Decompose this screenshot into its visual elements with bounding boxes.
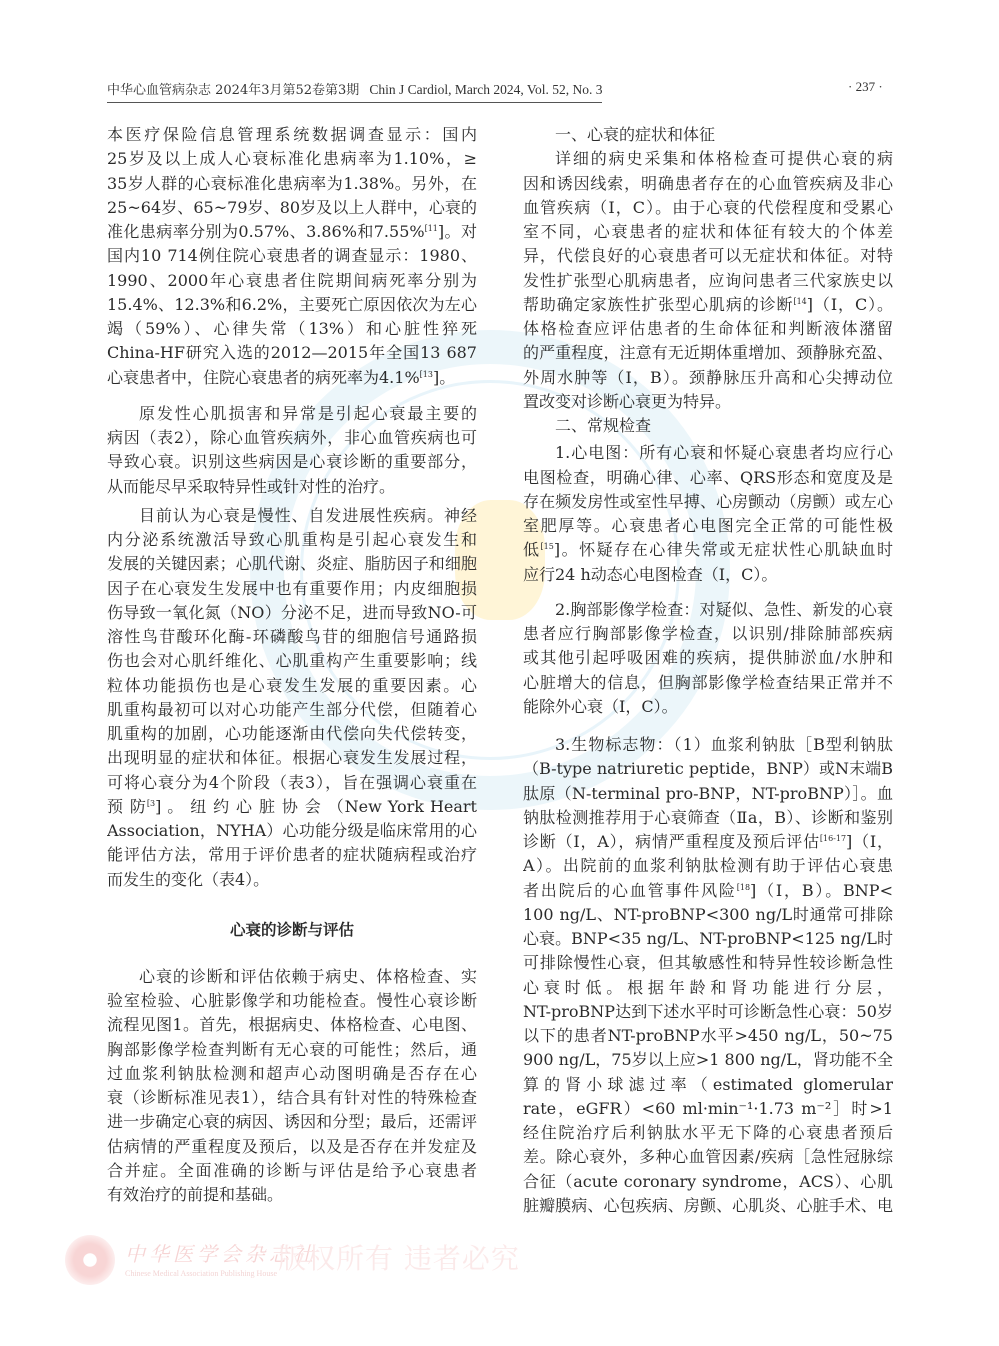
- text-line: 过血浆利钠肽检测和超声心动图明确是否存在心: [107, 1063, 477, 1083]
- journal-title-en: Chin J Cardiol, March 2024, Vol. 52, No. 3: [369, 82, 603, 97]
- citation-ref: [18: [736, 882, 751, 892]
- text-line: 35岁人群的心衰标准化患病率为1.38%。另外，在: [107, 173, 477, 193]
- text-line: 国内10 714例住院心衰患者的调查显示：1980、: [107, 246, 477, 266]
- text-line: 能除外心衰（Ⅰ，C）。: [523, 696, 678, 716]
- text-line: 发展的关键因素；心肌代谢、炎症、脂肪因子和细胞: [107, 554, 477, 574]
- citation-ref: [3: [146, 798, 156, 808]
- text-line: 合并症。全面准确的诊断与评估是给予心衰患者: [107, 1160, 477, 1180]
- para-symptoms: [523, 147, 893, 414]
- text-line: 可排除慢性心衰，但其敏感性和特异性较诊断急性: [523, 953, 893, 973]
- text-line: 心脏增大的信息，但胸部影像学检查结果正常并不: [523, 672, 893, 692]
- text-line: 3.生物标志物：（1）血浆利钠肽［B型利钠肽: [555, 735, 893, 754]
- text-line: 发性扩张型心肌病患者，应询问患者三代家族史以: [523, 270, 893, 290]
- text-line: 2.胸部影像学检查：对疑似、急性、新发的心衰: [555, 599, 893, 619]
- subhead-routine-tests: [523, 414, 893, 438]
- text-line: 室肥厚等。心衰患者心电图完全正常的可能性极: [523, 516, 893, 535]
- running-header: [107, 79, 602, 103]
- text-line: 病因（表2），除心血管疾病外，非心血管疾病也可: [107, 428, 477, 447]
- text-line: 估病情的严重程度及预后，以及是否存在并发症及: [107, 1136, 477, 1156]
- text-line: 或其他引起呼吸困难的疾病，提供肺淤血/水肿和: [523, 648, 893, 668]
- text-line: 差。除心衰外，多种心血管因素/疾病［急性冠脉综: [523, 1147, 893, 1167]
- text-line: 有效治疗的前提和基础。: [107, 1185, 284, 1204]
- left-column: [107, 123, 477, 1207]
- text-line: 验室检验、心脏影像学和功能检查。慢性心衰诊断: [107, 991, 477, 1010]
- text-line: 因子在心衰发生发展中也有重要作用；内皮细胞损: [107, 578, 477, 598]
- text-line: 异，代偿良好的心衰患者可以无症状和体征。对特: [523, 246, 893, 266]
- text-line: 因和诱因线索，明确患者存在的心血管疾病及非心: [523, 173, 893, 193]
- text-line: 合征（acute coronary syndrome，ACS）、心肌: [523, 1171, 893, 1191]
- text-line: 存在频发房性或室性早搏、心房颤动（房颤）或左心: [523, 491, 893, 511]
- text-line: 25~64岁、65~79岁、80岁及以上人群中，心衰的: [107, 197, 477, 217]
- text-line: 竭（59%）、心律失常（13%）和心脏性猝死: [107, 319, 477, 338]
- para-pathophysiology: [107, 504, 477, 892]
- text-line: 25岁及以上成人心衰标准化患病率为1.10%，≥: [107, 149, 477, 169]
- text-line: 导致心衰。识别这些病因是心衰诊断的重要部分，: [107, 452, 477, 472]
- text-line: 患者应行胸部影像学检查，以识别/排除肺部疾病: [523, 624, 893, 643]
- text-line: 流程见图1。首先，根据病史、体格检查、心电图、: [107, 1015, 477, 1035]
- text-line: Association，NYHA）心功能分级是临床常用的心: [107, 821, 477, 840]
- text-line: 脏瓣膜病、心包疾病、房颤、心肌炎、心脏手术、电: [523, 1195, 893, 1215]
- citation-ref: [15: [540, 542, 554, 552]
- text-line: 体格检查应评估患者的生命体征和判断液体潴留: [523, 319, 893, 338]
- text-line: 心衰的诊断和评估依赖于病史、体格检查、实: [139, 966, 477, 986]
- text-line: 而发生的变化（表4）。: [107, 869, 270, 889]
- text-line: 者出院后的心血管事件风险$^{[18}$]（Ⅰ，B）。BNP<: [523, 880, 893, 900]
- text-line: 从而能尽早采取特异性或针对性的治疗。: [107, 476, 396, 496]
- text-line: 胸部影像学检查判断有无心衰的可能性；然后，通: [107, 1039, 477, 1059]
- text-line: 内分泌系统激活导致心肌重构是引起心衰发生和: [107, 530, 477, 549]
- text-line: （B-type natriuretic peptide，BNP）或N末端B: [523, 759, 893, 779]
- text-line: 外周水肿等（Ⅰ，B）。颈静脉压升高和心尖搏动位: [523, 367, 893, 387]
- text-line: 进一步确定心衰的病因、诱因和分型；最后，还需评: [107, 1112, 477, 1132]
- text-line: 粒体功能损伤也是心衰发生发展的重要因素。心: [107, 675, 477, 695]
- text-line: 置改变对诊断心衰更为特异。: [523, 391, 732, 411]
- text-line: 伤导致一氧化氮（NO）分泌不足，进而导致NO-可: [107, 602, 477, 622]
- text-line: 原发性心肌损害和异常是引起心衰最主要的: [139, 403, 477, 423]
- para-diagnosis-overview: [107, 965, 477, 1208]
- para-primary-causes: [107, 402, 477, 499]
- text-line: China-HF研究入选的2012—2015年全国13 687: [107, 343, 477, 363]
- text-line: 肌重构的加剧，心功能逐渐由代偿向失代偿转变，: [107, 724, 477, 743]
- copyright-notice: 版权所有 违者必究: [278, 1242, 520, 1275]
- publisher-watermark: [65, 1235, 520, 1285]
- text-line: 衰（诊断标准见表1），结合具有针对性的特殊检查: [107, 1088, 477, 1107]
- text-line: 肌重构最初可以对心功能产生部分代偿，但随着心: [107, 699, 477, 719]
- journal-title-cn: 中华心血管病杂志 2024年3月第52卷第3期: [107, 83, 360, 98]
- page-number: · 237 ·: [848, 79, 883, 94]
- text-line: 1990、2000年心衰患者住院期间病死率分别为: [107, 270, 477, 290]
- text-line: 100 ng/L、NT-proBNP<300 ng/L时通常可排除: [523, 904, 893, 924]
- subhead-symptoms: [523, 123, 893, 147]
- text-line: 900 ng/L，75岁以上应>1 800 ng/L，肾功能不全: [523, 1050, 893, 1070]
- publisher-name-cn: 中华医学会杂志社: [125, 1242, 317, 1266]
- text-line: 出现明显的症状和体征。根据心衰发生发展过程，: [107, 748, 477, 768]
- text-line: 可将心衰分为4个阶段（表3），旨在强调心衰重在: [107, 772, 477, 792]
- citation-ref: [13: [419, 369, 433, 379]
- text-line: 钠肽检测推荐用于心衰筛查（Ⅱa，B）、诊断和鉴别: [523, 807, 893, 827]
- text-line: NT-proBNP达到下述水平时可诊断急性心衰：50岁: [523, 1001, 893, 1021]
- text-line: 心衰患者中，住院心衰患者的病死率为4.1%$^{[13}$]。: [107, 367, 456, 387]
- text-line: 详细的病史采集和体格检查可提供心衰的病: [555, 149, 893, 169]
- text-line: 预 防$^{[3}$] 。 纽 约 心 脏 协 会 （New York Heart: [107, 796, 477, 816]
- text-line: rate，eGFR）<60 ml·min⁻¹·1.73 m⁻²］时>1: [523, 1098, 893, 1118]
- text-line: 心衰时低。根据年龄和肾功能进行分层，: [523, 977, 893, 997]
- publisher-logo-icon: [65, 1235, 115, 1285]
- text-line: 室不同，心衰患者的症状和体征有较大的个体差: [523, 222, 893, 241]
- text-line: 15.4%、12.3%和6.2%，主要死亡原因依次为左心: [107, 294, 477, 314]
- text-line: 的严重程度，注意有无近期体重增加、颈静脉充盈、: [523, 343, 893, 363]
- text-line: 准化患病率分别为0.57%、3.86%和7.55%$^{[11}$]。对: [107, 222, 477, 241]
- right-column: [523, 123, 893, 1218]
- para-biomarkers: [523, 733, 893, 1218]
- para-chest-imaging: [523, 598, 893, 719]
- citation-ref: [14: [793, 296, 807, 306]
- text-line: 心衰。BNP<35 ng/L、NT-proBNP<125 ng/L时: [523, 929, 893, 948]
- publisher-name-en: Chinese Medical Association Publishing House: [125, 1269, 277, 1278]
- text-line: 溶性鸟苷酸环化酶-环磷酸鸟苷的细胞信号通路损: [107, 627, 477, 646]
- text-line: 目前认为心衰是慢性、自发进展性疾病。神经: [139, 505, 477, 525]
- citation-ref: [16-17: [819, 834, 847, 843]
- text-line: 电图检查，明确心律、心率、QRS形态和宽度及是: [523, 467, 893, 487]
- text-line: 以下的患者NT-proBNP水平>450 ng/L，50~75: [523, 1026, 893, 1045]
- text-line: 算的肾小球滤过率（estimated glomerular: [523, 1074, 893, 1094]
- text-line: 1.心电图：所有心衰和怀疑心衰患者均应行心: [555, 443, 893, 463]
- text-line: 应行24 h动态心电图检查（Ⅰ，C）。: [523, 564, 778, 584]
- text-line: 帮助确定家族性扩张型心肌病的诊断$^{[14}$]（Ⅰ，C）。: [523, 294, 893, 314]
- text-line: 肽原（N-terminal pro-BNP，NT-proBNP）］。血: [523, 783, 893, 803]
- text-line: 低$^{[15}$]。怀疑存在心律失常或无症状性心肌缺血时: [523, 540, 893, 560]
- text-line: A）。出院前的血浆利钠肽检测有助于评估心衰患: [523, 856, 893, 876]
- text-line: 一、心衰的症状和体征: [555, 125, 716, 144]
- text-line: 经住院治疗后利钠肽水平无下降的心衰患者预后: [523, 1123, 893, 1142]
- para-ecg: [523, 441, 893, 587]
- text-line: 二、常规检查: [555, 416, 652, 435]
- para-prevalence: [107, 123, 477, 390]
- text-line: 本医疗保险信息管理系统数据调查显示：国内: [107, 125, 477, 144]
- citation-ref: [11: [424, 224, 438, 233]
- text-line: 能评估方法，常用于评价患者的症状随病程或治疗: [107, 845, 477, 865]
- text-line: 伤也会对心肌纤维化、心肌重构产生重要影响；线: [107, 651, 477, 671]
- text-line: 血管疾病（Ⅰ，C）。由于心衰的代偿程度和受累心: [523, 197, 893, 217]
- text-line: 诊断（Ⅰ，A），病情严重程度及预后评估$^{[16-17}$]（Ⅰ，: [523, 832, 893, 851]
- section-diagnosis: 心衰的诊断与评估: [229, 919, 354, 939]
